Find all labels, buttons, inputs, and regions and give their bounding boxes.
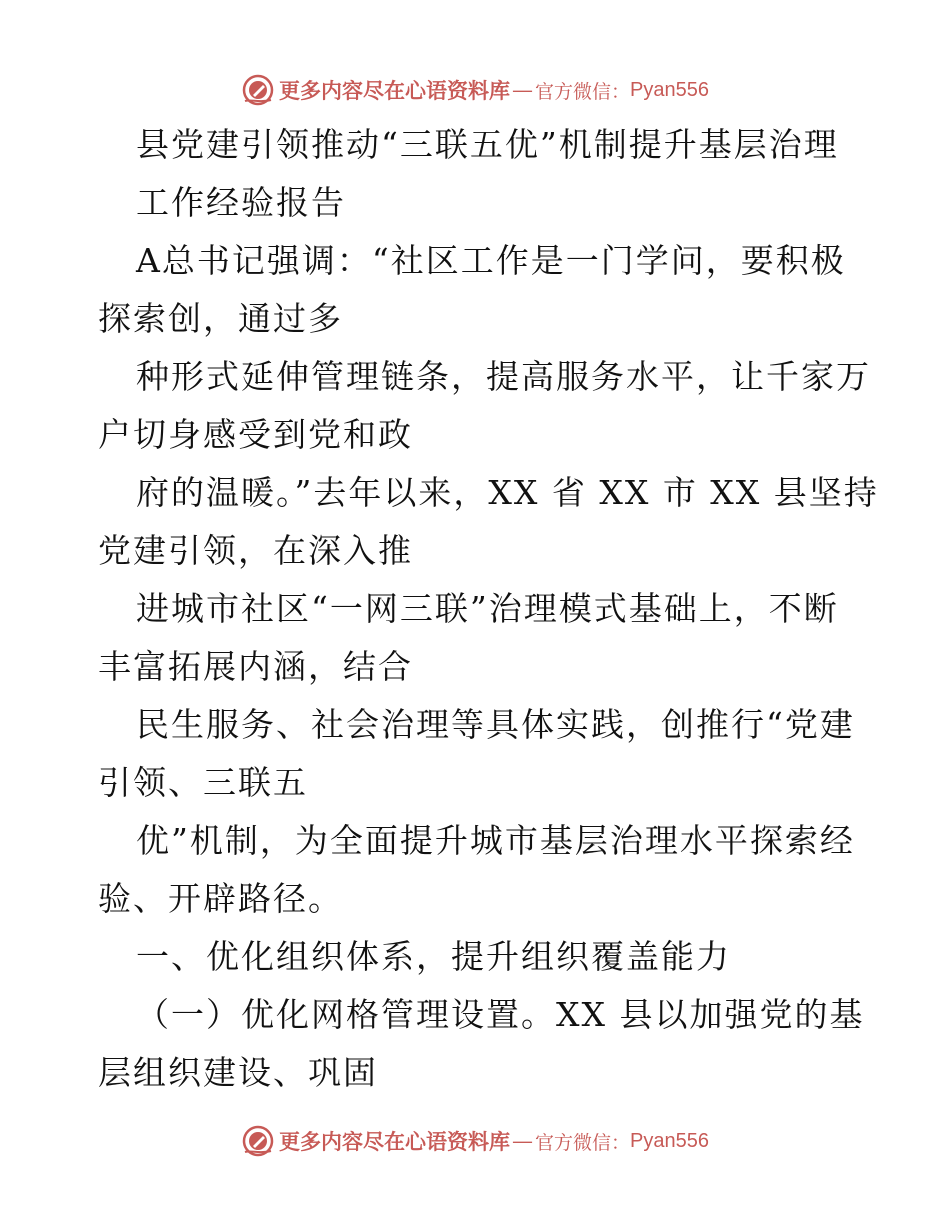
pen-logo-icon <box>241 1124 275 1158</box>
text-line: 府的温暖。”去年以来，XX 省 XX 市 XX 县坚持 <box>136 473 879 512</box>
footer-watermark-banner <box>0 1121 950 1161</box>
pen-logo-icon <box>241 73 275 107</box>
section-heading: 一、优化组织体系，提升组织覆盖能力 <box>136 937 731 976</box>
banner-wechat-label: 官方微信： <box>535 80 631 103</box>
text-line: 引领、三联五 <box>98 763 308 802</box>
text-line: 民生服务、社会治理等具体实践，创推行“党建 <box>136 705 855 744</box>
banner-title: 更多内容尽在心语资料库 <box>279 1129 510 1154</box>
banner-dash: — <box>512 1129 533 1153</box>
banner-wechat-id: Pyan556 <box>630 78 709 101</box>
banner-title: 更多内容尽在心语资料库 <box>279 78 510 103</box>
text-line: 探索创，通过多 <box>98 299 343 338</box>
text-line: 工作经验报告 <box>136 183 346 222</box>
text-line: 种形式延伸管理链条，提高服务水平，让千家万 <box>136 357 871 396</box>
text-line: 丰富拓展内涵，结合 <box>98 647 413 686</box>
banner-wechat-label: 官方微信： <box>535 1131 631 1154</box>
banner-wechat-id: Pyan556 <box>630 1129 709 1152</box>
text-line: 验、开辟路径。 <box>98 879 343 918</box>
banner-dash: — <box>512 78 533 102</box>
text-line: 进城市社区“一网三联”治理模式基础上，不断 <box>136 589 839 628</box>
text-line: 党建引领，在深入推 <box>98 531 413 570</box>
text-line: 户切身感受到党和政 <box>98 415 413 454</box>
text-line: 县党建引领推动“三联五优”机制提升基层治理 <box>136 125 839 164</box>
document-body <box>98 116 879 1102</box>
text-line: 层组织建设、巩固 <box>98 1053 378 1092</box>
text-line: （一）优化网格管理设置。XX 县以加强党的基 <box>136 995 865 1034</box>
text-line: A总书记强调：“社区工作是一门学问，要积极 <box>136 241 846 280</box>
text-line: 优”机制，为全面提升城市基层治理水平探索经 <box>136 821 855 860</box>
header-watermark-banner <box>0 70 950 110</box>
